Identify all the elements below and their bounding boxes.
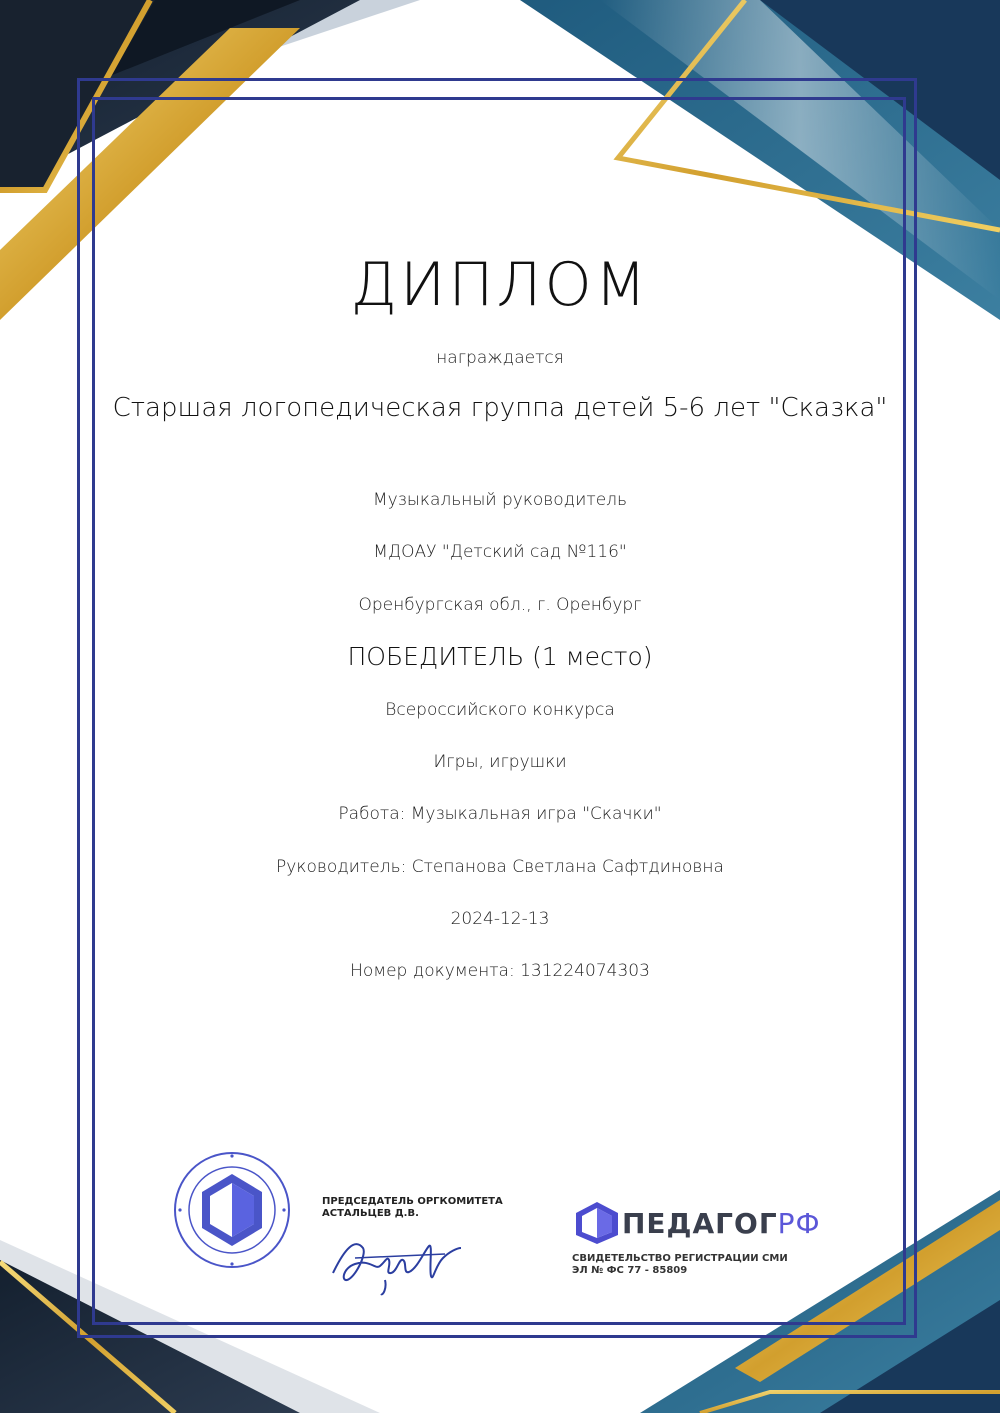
certificate-title: ДИПЛОМ	[350, 250, 650, 320]
brand-name	[622, 1207, 821, 1240]
supervisor-name: Руководитель: Степанова Светлана Сафтдиновна	[276, 857, 724, 877]
recipient-organization: МДОАУ "Детский сад №116"	[373, 542, 627, 562]
chair-block	[322, 1196, 503, 1220]
contest-nomination: Игры, игрушки	[433, 752, 567, 772]
pedagog-logo-icon	[572, 1200, 622, 1246]
registration-line-1: СВИДЕТЕЛЬСТВО РЕГИСТРАЦИИ СМИ	[572, 1253, 788, 1264]
issue-date: 2024-12-13	[450, 909, 550, 929]
seal-stamp-icon	[172, 1150, 292, 1270]
registration-block	[572, 1253, 788, 1277]
chair-title: ПРЕДСЕДАТЕЛЬ ОРГКОМИТЕТА	[322, 1196, 503, 1207]
signature-image	[325, 1218, 465, 1298]
recipient-name: Старшая логопедическая группа детей 5-6 лет "Сказка"	[112, 393, 888, 423]
registration-line-2: ЭЛ № ФС 77 - 85809	[572, 1265, 688, 1276]
chair-name: АСТАЛЬЦЕВ Д.В.	[322, 1208, 419, 1219]
recipient-location: Оренбургская обл., г. Оренбург	[358, 595, 642, 615]
awarded-label: награждается	[436, 348, 564, 368]
recipient-position: Музыкальный руководитель	[372, 490, 628, 510]
contest-type: Всероссийского конкурса	[385, 700, 615, 720]
document-number: Номер документа: 131224074303	[350, 961, 650, 981]
award-place: ПОБЕДИТЕЛЬ (1 место)	[347, 642, 653, 671]
brand-suffix: РФ	[777, 1207, 821, 1240]
brand-main: ПЕДАГОГ	[622, 1207, 778, 1240]
work-title: Работа: Музыкальная игра "Скачки"	[338, 804, 662, 824]
